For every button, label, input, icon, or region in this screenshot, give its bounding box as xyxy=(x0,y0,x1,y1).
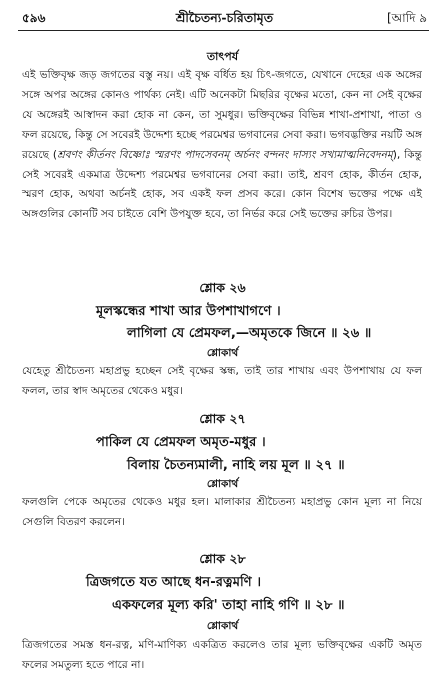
verse-26-line-2: লাগিলা যে প্রেমফল,—অমৃতকে জিনে ॥ ২৬ ॥ xyxy=(127,326,372,341)
purport-text-main: এই ভক্তিবৃক্ষ জড় জগতের বস্তু নয়। এই বৃক্ষ বর্ধিত হয় চিৎ-জগতে, যেখানে দেহের এক অঙ্গের সঙ্গে অপর অঙ্গের কোনও পার্থক্য নেই। এটি অনেকটা মিছরির বৃক্ষের মতো, কেন না সেই বৃক্ষের যে অঙ্গেরই আস্বাদন করা হোক না কেন, তা সুমধুর। ভক্তিবৃক্ষের বিভিন্ন শাখা-প্রশাখা, পাতা ও ফল রয়েছে, কিন্তু সে সবেরই উদ্দেশ্য হচ্ছে পরমেশ্বর ভগবানের সেবা করা। ভগবদ্ভক্তির নয়টি অঙ্গ রয়েছে ( xyxy=(22,69,422,161)
verse-26-translation-heading: শ্লোকার্থ xyxy=(206,347,239,359)
verse-26-title: শ্লোক ২৬ xyxy=(199,280,246,295)
verse-28-line-2: একফলের মূল্য করি' তাহা নাহি গণি ॥ ২৮ ॥ xyxy=(112,598,345,613)
verse-27-line-2: বিলায় চৈতন্যমালী, নাহি লয় মূল ॥ ২৭ ॥ xyxy=(127,458,345,473)
verse-26-translation: যেহেতু শ্রীচৈতন্য মহাপ্রভু হচ্ছেন সেই বৃক্ষের স্কন্ধ, তাই তার শাখায় এবং উপশাখায় যে ফল ফলল, তার স্বাদ অমৃতের থেকেও মধুর। xyxy=(22,365,422,397)
verse-27-title: শ্লোক ২৭ xyxy=(199,411,246,426)
header-rule xyxy=(18,30,429,31)
page-number: ৫৯৬ xyxy=(22,11,46,25)
verse-27-translation-heading: শ্লোকার্থ xyxy=(206,478,239,490)
purport-paragraph xyxy=(22,66,422,225)
verse-28-line-1: ত্রিজগতে যত আছে ধন-রত্নমণি । xyxy=(86,575,262,590)
verse-28-translation: ত্রিজগতের সমস্ত ধন-রত্ন, মণি-মাণিক্য একত্রিত করলেও তার মূল্য ভক্তিবৃক্ষের একটি অমৃত ফলের সমতুল্য হতে পারে না। xyxy=(22,639,422,671)
purport-quote: শ্রবণং কীর্তনং বিষ্ণোঃ স্মরণং পাদসেবনম্ অর্চনং বন্দনং দাস্যং সখ্যমাত্মনিবেদনম্ xyxy=(57,148,393,161)
page-header xyxy=(22,10,427,32)
purport-text-rest: ), কিন্তু সেই সবেরই একমাত্র উদ্দেশ্য পরমেশ্বর ভগবানের সেবা করা। তাই, শ্রবণ হোক, কীর্তন হোক, স্মরণ হোক, অথবা অর্চনই হোক, সব একই ফল প্রসব করে। কোন বিশেষ ভক্তের পক্ষে এই অঙ্গগুলির কোনটি সব চাইতে বেশি উপযুক্ত হবে, তা নির্ভর করে সেই ভক্তের রুচির উপর। xyxy=(22,148,422,221)
purport-heading: তাৎপর্য xyxy=(206,50,239,63)
book-title: শ্রীচৈতন্য-চরিতামৃত xyxy=(175,10,274,25)
verse-26-line-1: মূলস্কন্ধের শাখা আর উপশাখাগণে । xyxy=(96,304,281,319)
chapter-label: [আদি ৯ xyxy=(386,11,427,25)
verse-27-line-1: পাকিল যে প্রেমফল অমৃত-মধুর । xyxy=(96,435,266,450)
verse-28-title: শ্লোক ২৮ xyxy=(199,551,246,566)
verse-27-translation: ফলগুলি পেকে অমৃতের থেকেও মধুর হল। মালাকার শ্রীচৈতন্য মহাপ্রভু কোন মূল্য না নিয়ে সেগুলি বিতরণ করলেন। xyxy=(22,496,422,528)
verse-28-translation-heading: শ্লোকার্থ xyxy=(206,620,239,632)
